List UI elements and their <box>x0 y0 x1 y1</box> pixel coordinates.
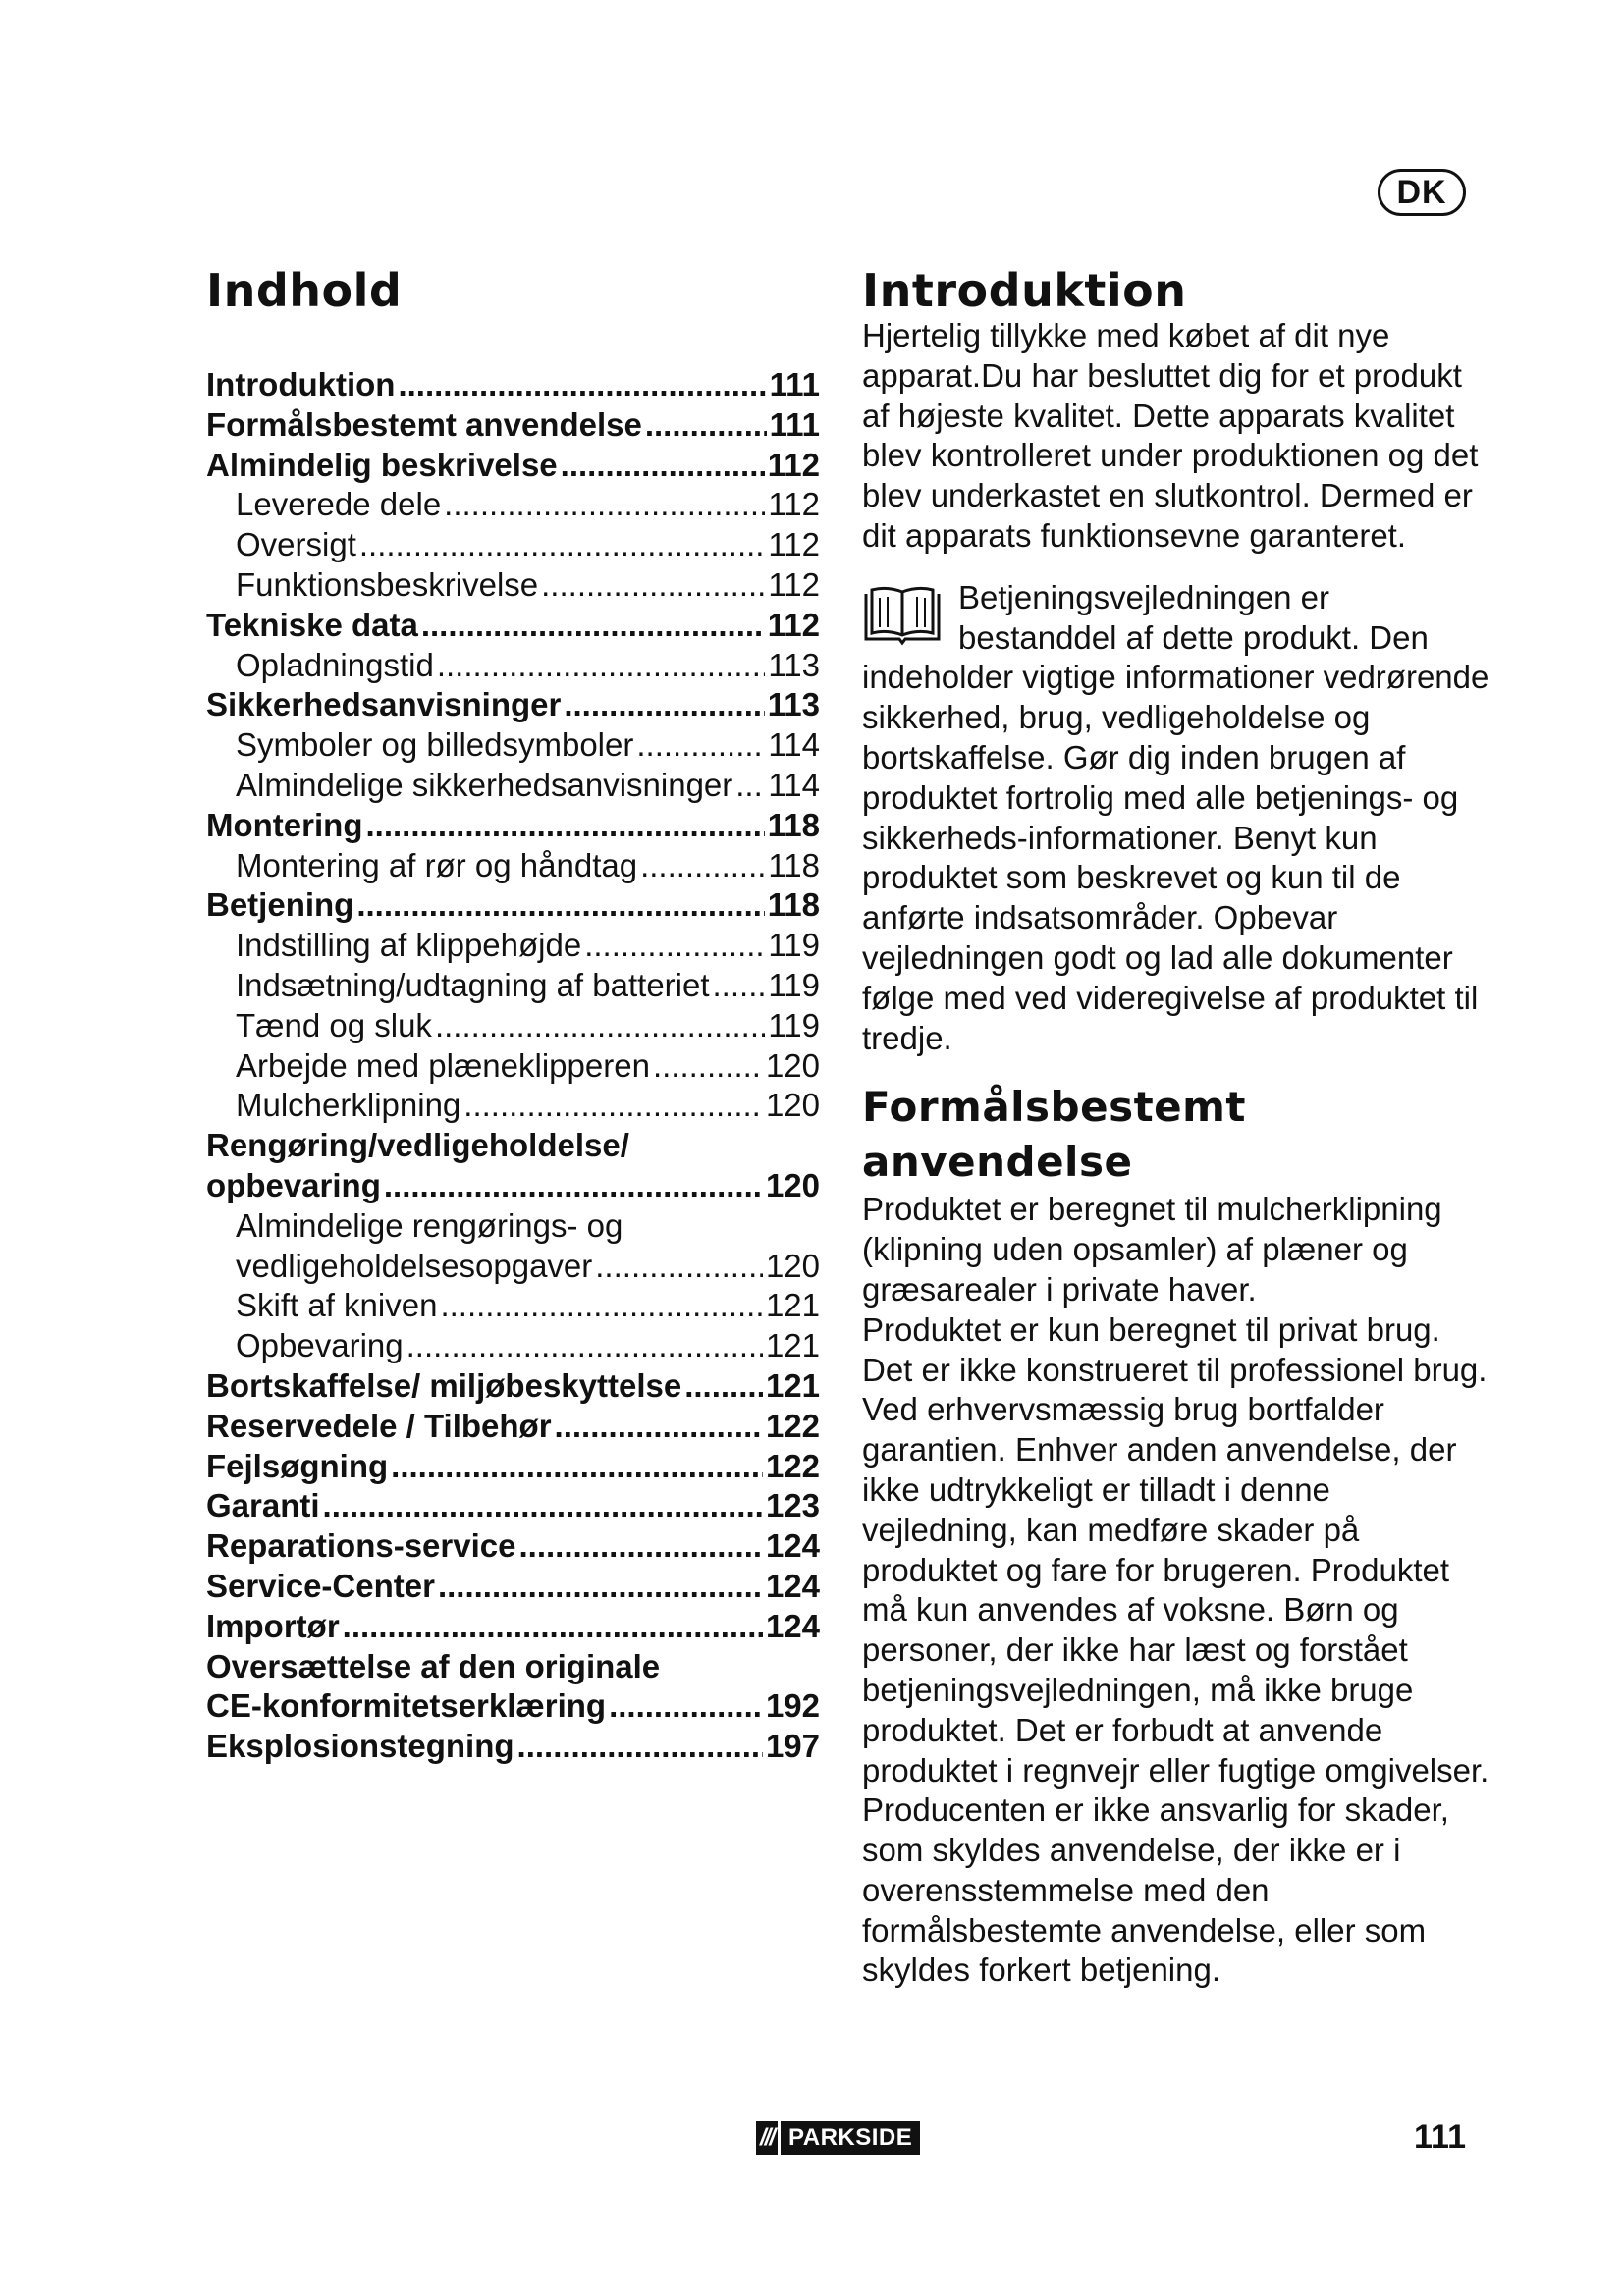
toc-entry <box>206 1447 820 1487</box>
toc-entry-label: Skift af kniven <box>236 1287 438 1324</box>
toc-entry <box>206 1486 820 1526</box>
toc-entry-label: Indsætning/udtagning af batteriet <box>236 966 710 1003</box>
toc-entry-label: Oversigt <box>236 526 356 563</box>
toc-subentry <box>206 926 820 966</box>
toc-entry-label: Introduktion <box>206 366 396 402</box>
toc-entry-page: 120 <box>765 1087 820 1124</box>
toc-entry-label: Importør <box>206 1607 340 1644</box>
toc-subentry <box>206 565 820 606</box>
toc-entry-label: Opladningstid <box>236 646 434 683</box>
toc-entry-page: 120 <box>765 1247 820 1284</box>
toc-entry-page: 121 <box>765 1366 820 1404</box>
toc-subentry <box>206 966 820 1006</box>
toc-entry-label: Almindelig beskrivelse <box>206 446 558 483</box>
toc-entry-page: 119 <box>768 927 820 964</box>
toc-entry <box>206 1607 820 1647</box>
toc-entry <box>206 365 820 405</box>
toc-entry-label: Opbevaring <box>236 1327 404 1364</box>
toc-subentry <box>206 1086 820 1126</box>
toc-entry-page: 113 <box>767 686 820 723</box>
toc-entry <box>206 806 820 846</box>
toc-entry-page: 119 <box>768 966 820 1003</box>
toc-entry-label: Mulcherklipning <box>236 1087 461 1124</box>
toc-entry-page: 197 <box>765 1728 820 1765</box>
toc-subentry <box>206 1247 820 1287</box>
toc-entry-page: 123 <box>765 1487 820 1524</box>
toc-entry-page: 112 <box>767 446 820 483</box>
toc-entry-page: 112 <box>768 565 820 603</box>
toc-entry-label: Tænd og sluk <box>236 1006 432 1043</box>
intended-use-paragraph-2: Produktet er kun beregnet til privat brug. Det er ikke konstrueret til professionel brug. Ved erhvervsmæssig brug bortfalder garantien. Enhver anden anvendelse, der ikke udtrykkeligt er tilladt i denne vejledning, kan medføre skader på produktet og fare for brugeren. Produktet må kun anvendes af voksne. Børn og personer, der ikke har læst og forstået betjeningsvejledningen, må ikke bruge produktet. Det er forbudt at anvende produktet i regnvejr eller fugtige omgivelser. Producenten er ikke ansvarlig for skader, som skyldes anvendelse, der ikke er i overensstemmelse med den formålsbestemte anvendelse, eller som skyldes forkert betjening. <box>862 1310 1489 1989</box>
toc-entry-label: Montering af rør og håndtag <box>236 846 638 883</box>
toc-entry-label: Fejlsøgning <box>206 1447 389 1484</box>
toc-entry-label: Montering <box>206 806 363 843</box>
toc-subentry <box>206 1206 820 1247</box>
toc-subentry <box>206 525 820 565</box>
toc-entry-label: CE-konformitetserklæring <box>206 1687 607 1725</box>
toc-entry-label: Sikkerhedsanvisninger <box>206 686 562 723</box>
toc-entry <box>206 685 820 725</box>
toc-entry-page: 113 <box>768 646 820 683</box>
toc-entry <box>206 1526 820 1567</box>
toc-subentry <box>206 846 820 886</box>
toc-subentry <box>206 766 820 806</box>
toc-entry-label: Funktionsbeskrivelse <box>236 565 539 603</box>
toc-entry-page: 124 <box>765 1567 820 1604</box>
toc-list <box>206 365 820 1767</box>
toc-subentry <box>206 725 820 766</box>
toc-subentry <box>206 1286 820 1326</box>
toc-entry-page: 122 <box>765 1447 820 1484</box>
introduction-paragraph: Hjertelig tillykke med købet af dit nye apparat.Du har besluttet dig for et produkt af højeste kvalitet. Dette apparats kvalitet blev kontrolleret under produktionen og det blev underkastet en slutkontrol. Dermed er dit apparats funktionsevne garanteret. <box>862 317 1479 554</box>
toc-subentry <box>206 646 820 686</box>
toc-entry <box>206 446 820 486</box>
toc-entry-label: Formålsbestemt anvendelse <box>206 405 642 443</box>
toc-entry-page: 112 <box>767 606 820 643</box>
toc-entry <box>206 885 820 926</box>
toc-entry-label: Symboler og billedsymboler <box>236 726 634 764</box>
toc-entry-page: 120 <box>765 1166 820 1203</box>
toc-entry-label: Oversættelse af den originale <box>206 1647 661 1684</box>
language-badge: DK <box>1378 169 1466 216</box>
toc-entry <box>206 1407 820 1447</box>
toc-entry-page: 118 <box>768 846 820 883</box>
toc-entry <box>206 606 820 646</box>
toc-entry-label: opbevaring <box>206 1166 381 1203</box>
toc-entry-page: 118 <box>767 886 820 924</box>
content-column <box>862 265 1490 1991</box>
toc-entry-label: Leverede dele <box>236 486 442 523</box>
toc-entry-page: 121 <box>765 1287 820 1324</box>
toc-entry-label: Almindelige sikkerhedsanvisninger <box>236 766 733 803</box>
toc-entry-page: 119 <box>768 1006 820 1043</box>
toc-entry-label: Arbejde med plæneklipperen <box>236 1046 650 1084</box>
toc-entry-label: Tekniske data <box>206 606 418 643</box>
intended-use-title: Formålsbestemt anvendelse <box>862 1083 1247 1187</box>
toc-entry-page: 121 <box>765 1327 820 1364</box>
toc-entry-label: Garanti <box>206 1487 320 1524</box>
manual-notice <box>862 578 1490 1059</box>
toc-entry <box>206 1567 820 1607</box>
manual-notice-text: Betjeningsvejledningen er bestanddel af dette produkt. Den indeholder vigtige informationer vedrørende sikkerhed, brug, vedligeholdelse og bortskaffelse. Gør dig inden brugen af produktet fortrolig med alle betjenings- og sikkerheds-informationer. Benyt kun produktet som beskrevet og kun til de anførte indsatsområder. Opbevar vejledningen godt og lad alle dokumenter følge med ved videregivelse af produktet til tredje. <box>862 578 1489 1056</box>
toc-entry-label: vedligeholdelsesopgaver <box>236 1247 593 1284</box>
toc-entry <box>206 1686 820 1727</box>
book-icon <box>862 586 943 647</box>
toc-entry-label: Reparations-service <box>206 1527 516 1565</box>
toc-entry-page: 114 <box>768 726 820 764</box>
toc-entry-label: Service-Center <box>206 1567 435 1604</box>
toc-subentry <box>206 1326 820 1366</box>
toc-entry <box>206 1126 820 1166</box>
toc-entry-label: Bortskaffelse/ miljøbeskyttelse <box>206 1366 682 1404</box>
table-of-contents <box>206 265 820 1767</box>
toc-entry-page: 111 <box>769 366 820 402</box>
toc-entry <box>206 1727 820 1767</box>
toc-subentry <box>206 1006 820 1046</box>
toc-entry-label: Indstilling af klippehøjde <box>236 927 582 964</box>
toc-entry-page: 114 <box>768 766 820 803</box>
toc-entry <box>206 1647 820 1687</box>
toc-entry <box>206 1366 820 1407</box>
toc-entry-label: Betjening <box>206 886 354 924</box>
toc-entry-page: 111 <box>769 405 820 443</box>
toc-entry-page: 120 <box>765 1046 820 1084</box>
introduction-title: Introduktion <box>862 264 1187 317</box>
page-number: 111 <box>1414 2118 1466 2156</box>
intended-use-paragraph-1: Produktet er beregnet til mulcherklipning (klipning uden opsamler) af plæner og græsarealer i private haver. <box>862 1191 1442 1308</box>
toc-subentry <box>206 485 820 525</box>
toc-entry-label: Almindelige rengørings- og <box>236 1206 623 1244</box>
logo-text: PARKSIDE <box>781 2121 920 2155</box>
toc-entry-page: 124 <box>765 1607 820 1644</box>
toc-subentry <box>206 1046 820 1087</box>
toc-entry-label: Eksplosionstegning <box>206 1728 514 1765</box>
toc-entry-page: 118 <box>767 806 820 843</box>
toc-entry-label: Rengøring/vedligeholdelse/ <box>206 1127 629 1164</box>
toc-entry-page: 112 <box>768 486 820 523</box>
toc-entry <box>206 405 820 446</box>
toc-entry <box>206 1166 820 1206</box>
toc-entry-page: 112 <box>768 526 820 563</box>
toc-entry-page: 122 <box>765 1407 820 1444</box>
logo-slashes: /// <box>756 2121 778 2155</box>
toc-entry-page: 124 <box>765 1527 820 1565</box>
toc-entry-label: Reservedele / Tilbehør <box>206 1407 552 1444</box>
toc-entry-page: 192 <box>765 1687 820 1725</box>
toc-title: Indhold <box>206 264 403 317</box>
parkside-logo <box>756 2121 920 2155</box>
